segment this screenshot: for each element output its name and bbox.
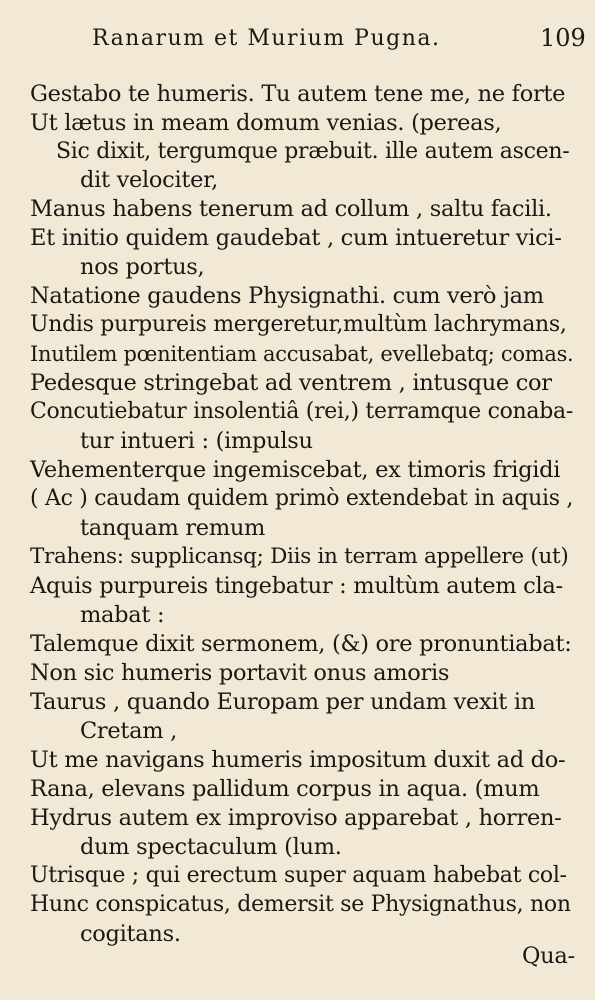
text-line: Sic dixit, tergumque præbuit. ille autem ascen-	[56, 139, 570, 164]
text-line: Talemque dixit sermonem, (&) ore pronuntiabat:	[30, 631, 572, 657]
text-line: Pedesque stringebat ad ventrem , intusque cor	[30, 370, 552, 396]
text-line: Rana, elevans pallidum corpus in aqua. (mum	[30, 776, 540, 802]
page-number: 109	[540, 24, 586, 52]
text-line: Cretam ,	[80, 718, 177, 744]
page-header	[0, 22, 595, 62]
text-line: Gestabo te humeris. Tu autem tene me, ne forte	[30, 81, 566, 107]
text-line: tanquam remum	[80, 515, 266, 541]
text-line: Taurus , quando Europam per undam vexit in	[30, 689, 535, 715]
text-line: Hydrus autem ex improviso apparebat , horren-	[30, 805, 562, 831]
text-line: Utrisque ; qui erectum super aquam habebat col-	[30, 863, 567, 888]
text-line: Concutiebatur insolentiâ (rei,) terramque conaba-	[30, 399, 573, 424]
text-line: mabat :	[80, 602, 165, 628]
text-line: nos portus,	[80, 254, 205, 280]
text-line: Non sic humeris portavit onus amoris	[30, 660, 450, 686]
text-line: Trahens: supplicansq; Diis in terram appellere (ut)	[30, 544, 569, 569]
text-line: Hunc conspicatus, demersit se Physignathus, non	[30, 892, 571, 917]
text-line: ( Ac ) caudam quidem primò extendebat in aquis ,	[30, 486, 574, 511]
text-line: Natatione gaudens Physignathi. cum verò jam	[30, 283, 544, 309]
text-line: tur intueri : (impulsu	[80, 428, 313, 454]
text-line: Ut lætus in meam domum venias. (pereas,	[30, 110, 502, 136]
running-head: Ranarum et Murium Pugna.	[92, 26, 441, 51]
text-line: Vehementerque ingemiscebat, ex timoris frigidi	[30, 457, 561, 483]
text-line: dum spectaculum (lum.	[80, 834, 342, 860]
catchword: Qua-	[522, 943, 575, 969]
text-line: Undis purpureis mergeretur,multùm lachrymans,	[30, 312, 567, 337]
text-line: dit velociter,	[80, 167, 218, 193]
text-line: Inutilem pœnitentiam accusabat, evellebatq; comas.	[30, 342, 574, 366]
text-line: Et initio quidem gaudebat , cum intueretur vici-	[30, 225, 562, 251]
text-line: Ut me navigans humeris impositum duxit ad do-	[30, 747, 566, 773]
text-line: Manus habens tenerum ad collum , saltu facili.	[30, 196, 552, 222]
text-line: Aquis purpureis tingebatur : multùm autem cla-	[30, 573, 563, 599]
text-line: cogitans.	[80, 921, 181, 947]
